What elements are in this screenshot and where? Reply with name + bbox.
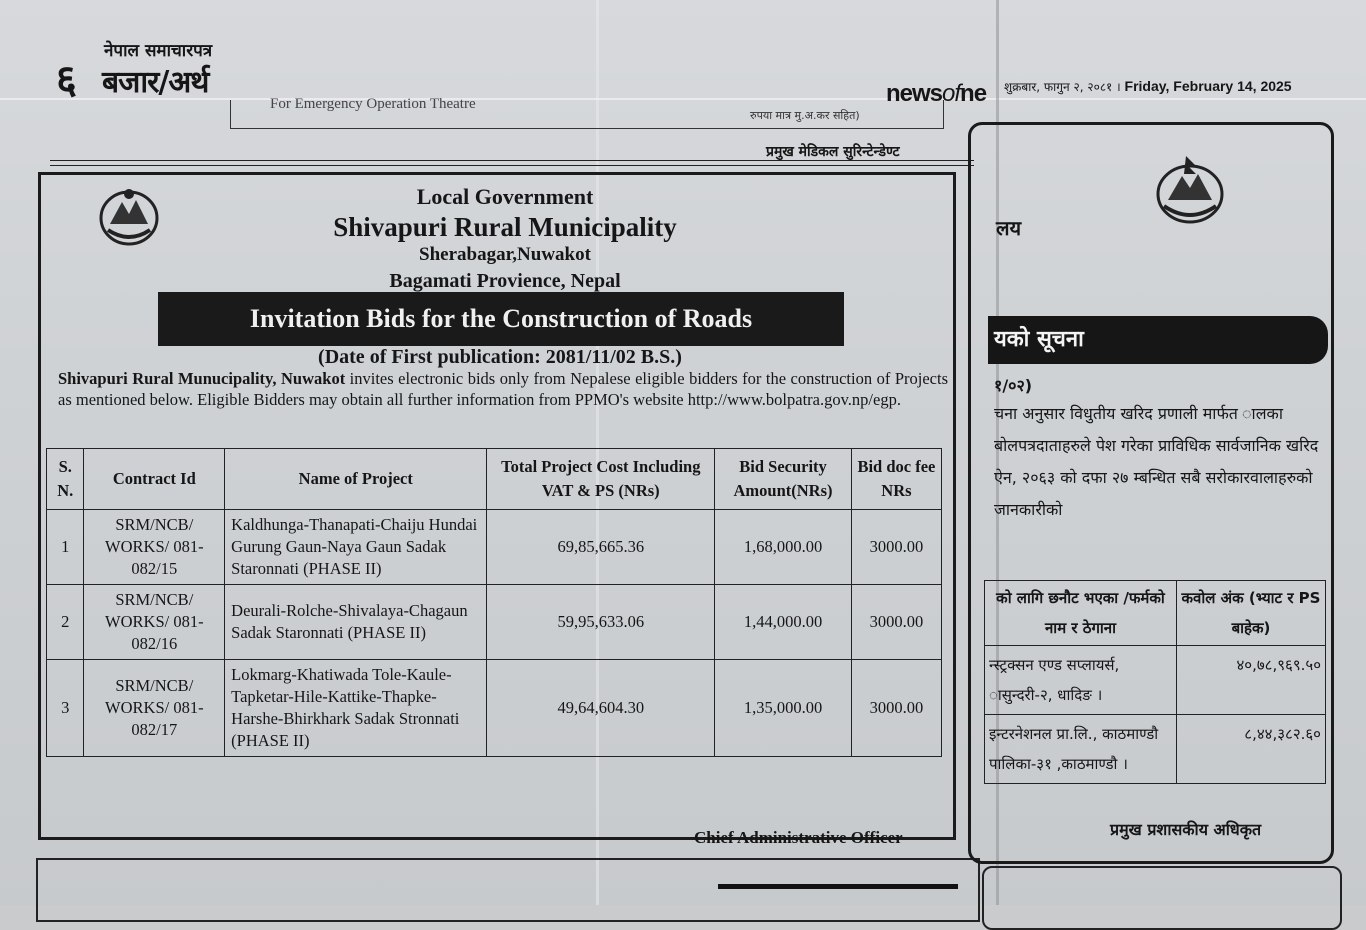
table-cell: 3000.00 (851, 585, 941, 660)
table-row (47, 510, 942, 585)
table-row (985, 646, 1326, 715)
table-cell: 1,44,000.00 (715, 585, 852, 660)
table-cell: इन्टरनेशनल प्रा.लि., काठमाण्डौ पालिका-३१ ,काठमाण्डौ । (985, 715, 1177, 784)
column-header: S. N. (47, 449, 84, 510)
right-notice-heading: लय (996, 216, 1022, 240)
bids-table (46, 448, 942, 757)
table-cell: 69,85,665.36 (487, 510, 715, 585)
right-notice-signatory: प्रमुख प्रशासकीय अधिकृत (1110, 820, 1262, 839)
table-cell: 49,64,604.30 (487, 660, 715, 757)
table-row (985, 715, 1326, 784)
previous-notice-text: For Emergency Operation Theatre (270, 96, 476, 112)
table-row (47, 660, 942, 757)
right-notice-paragraph: चना अनुसार विधुतीय खरिद प्रणाली मार्फत ालका बोलपत्रदाताहरुले पेश गरेका प्राविधिक सार्वजानिक खरिद ऐन, २०६३ को दफा २७ म्बन्धित सबै सरोकारवालाहरुको जानकारीको (994, 404, 1319, 519)
next-notice-box (982, 866, 1342, 930)
table-cell: न्स्ट्रक्सन एण्ड सप्लायर्स, ासुन्दरी-२, धादिङ । (985, 646, 1177, 715)
table-cell: 59,95,633.06 (487, 585, 715, 660)
table-cell: Deurali-Rolche-Shivalaya-Chagaun Sadak Staronnati (PHASE II) (225, 585, 487, 660)
address-line: Bagamati Provience, Nepal (389, 270, 621, 292)
table-cell: 1 (47, 510, 84, 585)
table-cell: ८,४४,३८२.६० (1177, 715, 1326, 784)
table-header-row (985, 581, 1326, 646)
column-header: को लागि छनौट भएका /फर्मको नाम र ठेगाना (985, 581, 1177, 646)
previous-notice-text: रुपया मात्र मु.अ.कर सहित) (750, 109, 860, 122)
right-notice-banner: यको सूचना (988, 316, 1328, 364)
address-line: Sherabagar,Nuwakot (419, 244, 591, 265)
page-number: ६ (56, 57, 77, 103)
separator-rule (50, 160, 974, 166)
intro-paragraph: Shivapuri Rural Munucipality, Nuwakot invites electronic bids only from Nepalese eligible bidders for the construction of Projects as mentioned below. Eligible Bidders may obtain all further information from PPMO's website http://www.bolpatra.gov.np/egp. (58, 369, 948, 409)
nepal-emblem-icon (1150, 154, 1230, 228)
table-cell: SRM/NCB/ WORKS/ 081-082/16 (84, 585, 225, 660)
column-header: Name of Project (225, 449, 487, 510)
news-logo: newsofne (886, 80, 987, 107)
table-cell: 2 (47, 585, 84, 660)
notice-banner: Invitation Bids for the Construction of Roads (158, 292, 844, 346)
publication-date: (Date of First publication: 2081/11/02 B.S.) (318, 346, 682, 368)
notice-heading: Local Government (416, 184, 594, 209)
column-header: Total Project Cost Including VAT & PS (NRs) (487, 449, 715, 510)
table-header-row (47, 449, 942, 510)
issue-date: शुक्रबार, फागुन २, २०८१ । Friday, February 14, 2025 (1004, 78, 1292, 94)
table-cell: Kaldhunga-Thanapati-Chaiju Hundai Gurung Gaun-Naya Gaun Sadak Staronnati (PHASE II) (225, 510, 487, 585)
table-cell: 1,35,000.00 (715, 660, 852, 757)
previous-notice-signatory: प्रमुख मेडिकल सुरिन्टेन्डेण्ट (766, 144, 900, 160)
table-cell: 1,68,000.00 (715, 510, 852, 585)
table-cell: 3000.00 (851, 510, 941, 585)
officer-signature: Chief Administrative Officer (694, 828, 903, 847)
table-row (47, 585, 942, 660)
table-cell: SRM/NCB/ WORKS/ 081-082/15 (84, 510, 225, 585)
column-header: Bid Security Amount(NRs) (715, 449, 852, 510)
municipality-name: Shivapuri Rural Municipality (333, 212, 677, 242)
column-header: Contract Id (84, 449, 225, 510)
column-header: कवोल अंक (भ्याट र PS बाहेक) (1177, 581, 1326, 646)
newspaper-name: नेपाल समाचारपत्र (104, 41, 213, 61)
right-notice-subheading: १/०२) (994, 376, 1033, 395)
table-cell: ४०,७८,९६९.५० (1177, 646, 1326, 715)
table-cell: SRM/NCB/ WORKS/ 081-082/17 (84, 660, 225, 757)
next-notice-heading-fragment (718, 884, 958, 911)
table-cell: 3000.00 (851, 660, 941, 757)
column-header: Bid doc fee NRs (851, 449, 941, 510)
table-cell: 3 (47, 660, 84, 757)
right-notice-table (984, 580, 1326, 784)
table-cell: Lokmarg-Khatiwada Tole-Kaule-Tapketar-Hile-Kattike-Thapke-Harshe-Bhirkhark Sadak Stronnati (PHASE II) (225, 660, 487, 757)
section-title: बजार/अर्थ (102, 65, 209, 100)
